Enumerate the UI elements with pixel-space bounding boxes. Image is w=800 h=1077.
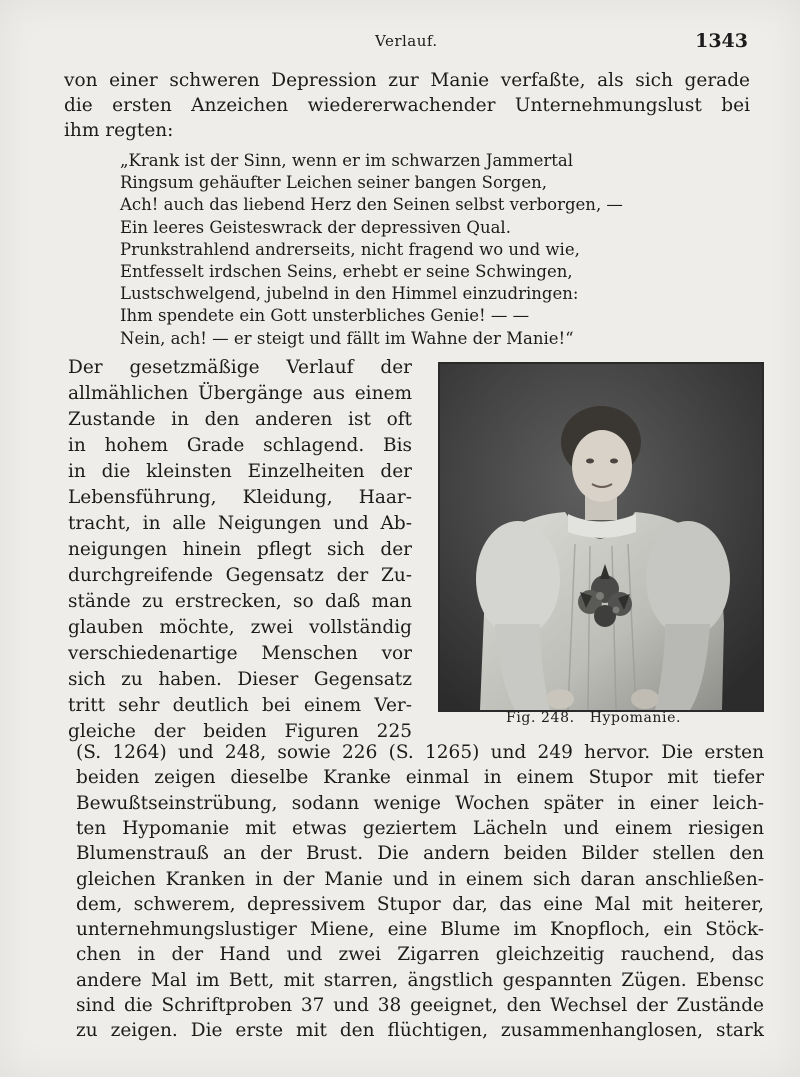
poem-line: Ihm spendete ein Gott unsterbliches Genie! — — xyxy=(120,306,530,326)
wrap-line: neigungen hinein pflegt sich der xyxy=(68,539,412,560)
wrap-line: Lebensführung, Kleidung, Haar- xyxy=(68,487,412,508)
wrap-line: allmählichen Übergänge aus einem xyxy=(68,383,412,404)
wrap-line: sich zu haben. Dieser Gegensatz xyxy=(68,669,412,690)
poem-line: Ringsum gehäufter Leichen seiner bangen Sorgen, xyxy=(120,173,548,193)
poem-line: Nein, ach! — er steigt und fällt im Wahne der Manie!“ xyxy=(120,328,574,348)
running-title: Verlauf. xyxy=(375,32,438,50)
figure-title: Hypomanie. xyxy=(589,710,682,726)
body-line: sind die Schriftproben 37 und 38 geeignet, den Wechsel der Zustände xyxy=(76,995,764,1016)
figure-label: Fig. 248. xyxy=(506,710,575,726)
body-line: Bewußtseinstrübung, sodann wenige Wochen später in einer leich- xyxy=(76,792,764,814)
body-line: ten Hypomanie mit etwas geziertem Lächeln und einem riesigen xyxy=(76,817,764,839)
poem-line: Ach! auch das liebend Herz den Seinen selbst verborgen, — xyxy=(120,195,623,215)
page-number: 1343 xyxy=(695,30,748,52)
body-line: chen in der Hand und zwei Zigarren gleichzeitig rauchend, das xyxy=(76,944,764,966)
body-line: beiden zeigen dieselbe Kranke einmal in einem Stupor mit tiefer xyxy=(76,767,764,789)
body-line: unternehmungslustiger Miene, eine Blume im Knopfloch, ein Stöck- xyxy=(76,919,764,941)
body-line: gleichen Kranken in der Manie und in einem sich daran anschließen- xyxy=(76,868,764,890)
wrap-line: Zustande in den anderen ist oft xyxy=(68,409,412,430)
body-line: (S. 1264) und 248, sowie 226 (S. 1265) und 249 hervor. Die ersten xyxy=(76,742,764,763)
intro-line: ihm regten: xyxy=(64,120,174,141)
portrait-photo xyxy=(440,364,762,710)
poem-quote xyxy=(120,150,680,350)
intro-line: von einer schweren Depression zur Manie verfaßte, als sich gerade xyxy=(64,70,750,91)
body-line: andere Mal im Bett, mit starren, ängstlich gespannten Zügen. Ebensc xyxy=(76,969,764,991)
body-line: dem, schwerem, depressivem Stupor dar, das eine Mal mit heiterer, xyxy=(76,893,764,915)
running-head xyxy=(0,32,800,54)
poem-line: Ein leeres Geisteswrack der depressiven Qual. xyxy=(120,217,511,237)
poem-line: Entfesselt irdschen Seins, erhebt er seine Schwingen, xyxy=(120,261,573,281)
wrap-line: durchgreifende Gegensatz der Zu- xyxy=(68,565,412,586)
body-line: Blumenstrauß an der Brust. Die andern beiden Bilder stellen den xyxy=(76,843,764,865)
wrap-line: tracht, in alle Neigungen und Ab- xyxy=(68,513,412,534)
poem-line: Lustschwelgend, jubelnd in den Himmel einzudringen: xyxy=(120,284,579,304)
wrap-line: stände zu erstrecken, so daß man xyxy=(68,591,412,612)
wrap-line: in die kleinsten Einzelheiten der xyxy=(68,461,412,482)
figure-photo xyxy=(438,362,764,712)
intro-line: die ersten Anzeichen wiedererwachender Unternehmungslust bei xyxy=(64,95,750,116)
wrap-line: tritt sehr deutlich bei einem Ver- xyxy=(68,695,412,716)
poem-line: „Krank ist der Sinn, wenn er im schwarzen Jammertal xyxy=(120,151,573,170)
wrap-line: Der gesetzmäßige Verlauf der xyxy=(68,357,412,378)
body-line: zu zeigen. Die erste mit den flüchtigen, zusammenhanglosen, stark xyxy=(76,1020,764,1042)
wrap-line: in hohem Grade schlagend. Bis xyxy=(68,435,412,456)
wrap-line: gleiche der beiden Figuren 225 xyxy=(68,721,412,742)
poem-line: Prunkstrahlend andrerseits, nicht fragend wo und wie, xyxy=(120,239,580,259)
wrap-line: glauben möchte, zwei vollständig xyxy=(68,617,412,638)
figure-caption xyxy=(506,710,726,726)
wrap-line: verschiedenartige Menschen vor xyxy=(68,643,412,664)
